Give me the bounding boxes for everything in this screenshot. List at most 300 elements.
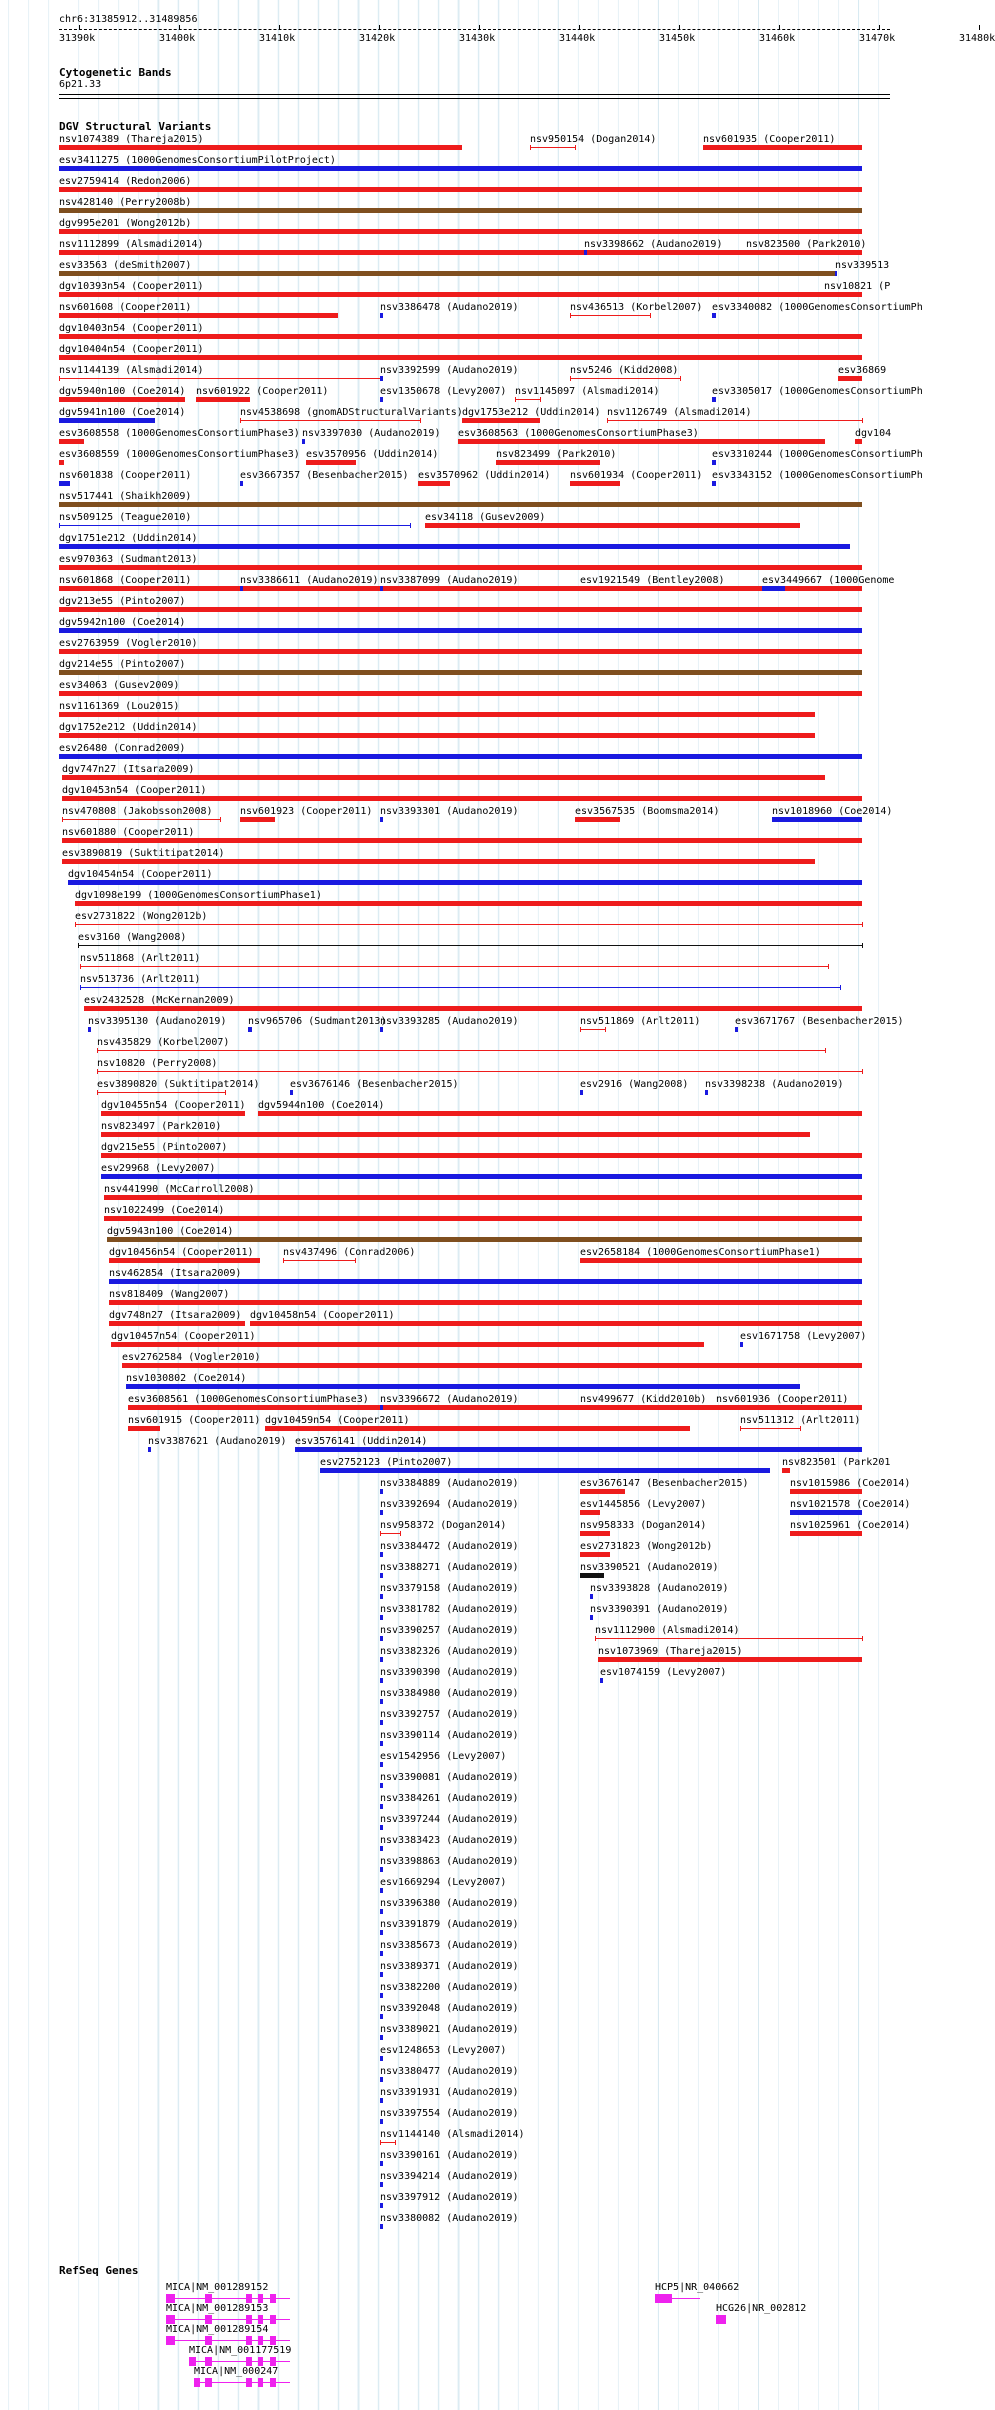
gene-exon[interactable]: [205, 2378, 212, 2387]
gene-exon[interactable]: [258, 2294, 263, 2303]
variant-bar[interactable]: [580, 1552, 610, 1557]
variant-bar[interactable]: [380, 1972, 383, 1977]
gene-exon[interactable]: [205, 2357, 212, 2366]
variant-bar[interactable]: [735, 1027, 738, 1032]
variant-label[interactable]: dgv10459n54 (Cooper2011): [265, 1415, 410, 1426]
variant-label[interactable]: nsv3397244 (Audano2019): [380, 1814, 519, 1825]
variant-label[interactable]: dgv10458n54 (Cooper2011): [250, 1310, 395, 1321]
variant-bar[interactable]: [380, 2224, 383, 2229]
variant-bar[interactable]: [380, 1489, 383, 1494]
variant-bar[interactable]: [97, 1050, 825, 1051]
variant-bar[interactable]: [380, 2203, 383, 2208]
variant-label[interactable]: nsv601838 (Cooper2011): [59, 470, 192, 481]
variant-label[interactable]: dgv1098e199 (1000GenomesConsortiumPhase1): [75, 890, 322, 901]
gene-exon[interactable]: [166, 2294, 175, 2303]
variant-bar[interactable]: [84, 1006, 862, 1011]
variant-bar[interactable]: [580, 586, 606, 591]
variant-label[interactable]: esv2731823 (Wong2012b): [580, 1541, 713, 1552]
variant-label[interactable]: nsv3390257 (Audano2019): [380, 1625, 519, 1636]
gene-exon[interactable]: [205, 2315, 212, 2324]
variant-bar[interactable]: [59, 378, 380, 379]
gene-exon[interactable]: [258, 2357, 263, 2366]
variant-bar[interactable]: [283, 1260, 355, 1261]
variant-bar[interactable]: [575, 817, 620, 822]
variant-bar[interactable]: [97, 1071, 862, 1072]
variant-label[interactable]: nsv3395130 (Audano2019): [88, 1016, 227, 1027]
gene-exon[interactable]: [258, 2315, 263, 2324]
variant-label[interactable]: esv29968 (Levy2007): [101, 1163, 216, 1174]
variant-bar[interactable]: [380, 1657, 383, 1662]
variant-label[interactable]: nsv601868 (Cooper2011): [59, 575, 192, 586]
variant-label[interactable]: nsv3398238 (Audano2019): [705, 1079, 844, 1090]
variant-bar[interactable]: [380, 1888, 383, 1893]
variant-label[interactable]: nsv601923 (Cooper2011): [240, 806, 373, 817]
variant-bar[interactable]: [380, 1804, 383, 1809]
variant-label[interactable]: nsv1144139 (Alsmadi2014): [59, 365, 204, 376]
variant-bar[interactable]: [380, 1762, 383, 1767]
variant-bar[interactable]: [380, 1909, 383, 1914]
variant-label[interactable]: nsv601936 (Cooper2011): [716, 1394, 849, 1405]
variant-bar[interactable]: [109, 1258, 260, 1263]
variant-label[interactable]: esv3676147 (Besenbacher2015): [580, 1478, 749, 1489]
variant-label[interactable]: esv2731822 (Wong2012b): [75, 911, 208, 922]
variant-label[interactable]: nsv958372 (Dogan2014): [380, 1520, 507, 1531]
variant-bar[interactable]: [62, 819, 220, 820]
variant-label[interactable]: nsv3392599 (Audano2019): [380, 365, 519, 376]
variant-bar[interactable]: [590, 1615, 593, 1620]
variant-label[interactable]: esv3570956 (Uddin2014): [306, 449, 439, 460]
variant-bar[interactable]: [600, 1678, 603, 1683]
gene-exon[interactable]: [270, 2357, 276, 2366]
variant-label[interactable]: nsv3384472 (Audano2019): [380, 1541, 519, 1552]
variant-bar[interactable]: [380, 817, 383, 822]
variant-bar[interactable]: [290, 1090, 293, 1095]
variant-label[interactable]: nsv1018960 (Coe2014): [772, 806, 893, 817]
variant-label[interactable]: nsv3380477 (Audano2019): [380, 2066, 519, 2077]
variant-label[interactable]: nsv3393285 (Audano2019): [380, 1016, 519, 1027]
variant-label[interactable]: dgv214e55 (Pinto2007): [59, 659, 186, 670]
variant-bar[interactable]: [380, 2119, 383, 2124]
variant-bar[interactable]: [59, 355, 862, 360]
variant-label[interactable]: esv3310244 (1000GenomesConsortiumPh: [712, 449, 923, 460]
gene-label[interactable]: MICA|NM_001289154: [166, 2324, 269, 2335]
variant-label[interactable]: esv3671767 (Besenbacher2015): [735, 1016, 904, 1027]
gene-exon[interactable]: [246, 2378, 252, 2387]
gene-exon[interactable]: [189, 2357, 196, 2366]
variant-bar[interactable]: [790, 1510, 862, 1515]
variant-bar[interactable]: [380, 1594, 383, 1599]
variant-bar[interactable]: [258, 1111, 862, 1116]
variant-label[interactable]: esv3305017 (1000GenomesConsortiumPh: [712, 386, 923, 397]
variant-label[interactable]: nsv3390390 (Audano2019): [380, 1667, 519, 1678]
variant-bar[interactable]: [59, 754, 862, 759]
variant-bar[interactable]: [59, 670, 862, 675]
variant-bar[interactable]: [107, 1237, 862, 1242]
variant-bar[interactable]: [580, 1531, 610, 1536]
variant-bar[interactable]: [580, 1029, 605, 1030]
variant-label[interactable]: nsv3398863 (Audano2019): [380, 1856, 519, 1867]
variant-bar[interactable]: [248, 1027, 252, 1032]
variant-bar[interactable]: [746, 250, 764, 255]
variant-label[interactable]: nsv1022499 (Coe2014): [104, 1205, 225, 1216]
variant-label[interactable]: esv1445856 (Levy2007): [580, 1499, 707, 1510]
variant-label[interactable]: dgv5941n100 (Coe2014): [59, 407, 186, 418]
variant-bar[interactable]: [109, 1300, 862, 1305]
variant-bar[interactable]: [59, 586, 862, 591]
variant-label[interactable]: nsv511312 (Arlt2011): [740, 1415, 861, 1426]
variant-bar[interactable]: [104, 1195, 862, 1200]
variant-label[interactable]: esv3343152 (1000GenomesConsortiumPh: [712, 470, 923, 481]
variant-bar[interactable]: [59, 397, 185, 402]
variant-label[interactable]: esv3608559 (1000GenomesConsortiumPhase3): [59, 449, 300, 460]
variant-bar[interactable]: [240, 817, 275, 822]
variant-bar[interactable]: [712, 397, 716, 402]
variant-label[interactable]: esv1350678 (Levy2007): [380, 386, 507, 397]
variant-bar[interactable]: [712, 313, 716, 318]
variant-bar[interactable]: [75, 901, 862, 906]
variant-bar[interactable]: [590, 1594, 593, 1599]
variant-label[interactable]: dgv104: [855, 428, 892, 439]
variant-label[interactable]: esv970363 (Sudmant2013): [59, 554, 198, 565]
variant-bar[interactable]: [380, 1720, 383, 1725]
variant-bar[interactable]: [306, 460, 356, 465]
variant-label[interactable]: dgv10393n54 (Cooper2011): [59, 281, 204, 292]
variant-label[interactable]: nsv517441 (Shaikh2009): [59, 491, 192, 502]
variant-label[interactable]: esv3608563 (1000GenomesConsortiumPhase3): [458, 428, 699, 439]
variant-bar[interactable]: [59, 271, 835, 276]
variant-bar[interactable]: [762, 586, 785, 591]
variant-bar[interactable]: [59, 292, 862, 297]
variant-label[interactable]: nsv3390161 (Audano2019): [380, 2150, 519, 2161]
variant-bar[interactable]: [97, 1092, 225, 1093]
variant-label[interactable]: nsv435829 (Korbel2007): [97, 1037, 230, 1048]
variant-bar[interactable]: [380, 1678, 383, 1683]
variant-bar[interactable]: [59, 334, 862, 339]
variant-label[interactable]: nsv3390114 (Audano2019): [380, 1730, 519, 1741]
variant-label[interactable]: nsv1025961 (Coe2014): [790, 1520, 911, 1531]
variant-bar[interactable]: [703, 145, 862, 150]
variant-label[interactable]: nsv958333 (Dogan2014): [580, 1520, 707, 1531]
variant-bar[interactable]: [380, 2035, 383, 2040]
variant-label[interactable]: esv1074159 (Levy2007): [600, 1667, 727, 1678]
gene-exon[interactable]: [246, 2357, 252, 2366]
variant-bar[interactable]: [62, 775, 825, 780]
gene-exon[interactable]: [270, 2294, 276, 2303]
variant-label[interactable]: nsv1126749 (Alsmadi2014): [607, 407, 752, 418]
variant-label[interactable]: nsv3396672 (Audano2019): [380, 1394, 519, 1405]
variant-label[interactable]: nsv10820 (Perry2008): [97, 1058, 218, 1069]
variant-label[interactable]: nsv10821 (P: [824, 281, 891, 292]
variant-bar[interactable]: [59, 166, 862, 171]
variant-label[interactable]: esv34063 (Gusev2009): [59, 680, 180, 691]
variant-label[interactable]: nsv1112899 (Alsmadi2014): [59, 239, 204, 250]
variant-label[interactable]: nsv823501 (Park201: [782, 1457, 891, 1468]
variant-bar[interactable]: [595, 1638, 862, 1639]
variant-bar[interactable]: [380, 1783, 383, 1788]
variant-bar[interactable]: [580, 1405, 625, 1410]
variant-label[interactable]: nsv601935 (Cooper2011): [703, 134, 836, 145]
variant-label[interactable]: nsv462854 (Itsara2009): [109, 1268, 242, 1279]
variant-bar[interactable]: [380, 2077, 383, 2082]
variant-label[interactable]: nsv511869 (Arlt2011): [580, 1016, 701, 1027]
gene-exon[interactable]: [258, 2336, 263, 2345]
variant-bar[interactable]: [598, 1657, 862, 1662]
variant-label[interactable]: nsv339513: [835, 260, 890, 271]
gene-label[interactable]: MICA|NM_001289152: [166, 2282, 269, 2293]
variant-bar[interactable]: [302, 439, 305, 444]
gene-exon[interactable]: [716, 2315, 726, 2324]
variant-label[interactable]: dgv10454n54 (Cooper2011): [68, 869, 213, 880]
gene-exon[interactable]: [246, 2294, 252, 2303]
variant-bar[interactable]: [62, 859, 815, 864]
variant-label[interactable]: esv3340082 (1000GenomesConsortiumPh: [712, 302, 923, 313]
variant-bar[interactable]: [59, 481, 70, 486]
variant-label[interactable]: nsv3385673 (Audano2019): [380, 1940, 519, 1951]
variant-bar[interactable]: [380, 1951, 383, 1956]
variant-bar[interactable]: [425, 523, 800, 528]
variant-label[interactable]: dgv10404n54 (Cooper2011): [59, 344, 204, 355]
variant-bar[interactable]: [380, 1405, 383, 1410]
variant-label[interactable]: nsv470808 (Jakobsson2008): [62, 806, 213, 817]
variant-bar[interactable]: [580, 1090, 583, 1095]
variant-label[interactable]: nsv3387099 (Audano2019): [380, 575, 519, 586]
variant-label[interactable]: dgv5944n100 (Coe2014): [258, 1100, 385, 1111]
gene-exon[interactable]: [270, 2336, 276, 2345]
variant-label[interactable]: esv2763959 (Vogler2010): [59, 638, 198, 649]
variant-bar[interactable]: [380, 1027, 383, 1032]
variant-bar[interactable]: [705, 1090, 708, 1095]
variant-label[interactable]: nsv3386611 (Audano2019): [240, 575, 379, 586]
variant-bar[interactable]: [496, 460, 600, 465]
variant-label[interactable]: nsv511868 (Arlt2011): [80, 953, 201, 964]
variant-label[interactable]: esv2916 (Wang2008): [580, 1079, 689, 1090]
variant-bar[interactable]: [250, 1321, 862, 1326]
variant-bar[interactable]: [59, 628, 862, 633]
variant-bar[interactable]: [62, 796, 862, 801]
variant-label[interactable]: esv3890819 (Suktitipat2014): [62, 848, 225, 859]
variant-label[interactable]: nsv3386478 (Audano2019): [380, 302, 519, 313]
variant-bar[interactable]: [59, 649, 862, 654]
variant-bar[interactable]: [380, 1510, 383, 1515]
variant-label[interactable]: dgv10453n54 (Cooper2011): [62, 785, 207, 796]
variant-bar[interactable]: [380, 1636, 383, 1641]
variant-bar[interactable]: [59, 439, 84, 444]
variant-bar[interactable]: [772, 817, 862, 822]
variant-label[interactable]: nsv428140 (Perry2008b): [59, 197, 192, 208]
variant-bar[interactable]: [580, 1258, 862, 1263]
gene-exon[interactable]: [655, 2294, 672, 2303]
variant-label[interactable]: nsv3396380 (Audano2019): [380, 1898, 519, 1909]
variant-label[interactable]: nsv3393828 (Audano2019): [590, 1583, 729, 1594]
variant-bar[interactable]: [59, 460, 64, 465]
variant-bar[interactable]: [580, 1510, 600, 1515]
variant-bar[interactable]: [59, 712, 815, 717]
variant-label[interactable]: dgv213e55 (Pinto2007): [59, 596, 186, 607]
variant-bar[interactable]: [240, 420, 420, 421]
variant-bar[interactable]: [80, 987, 840, 988]
variant-label[interactable]: nsv823500 (Park2010): [746, 239, 867, 250]
variant-bar[interactable]: [530, 147, 575, 148]
variant-bar[interactable]: [59, 145, 462, 150]
gene-exon[interactable]: [166, 2315, 175, 2324]
gene-exon[interactable]: [205, 2336, 212, 2345]
gene-exon[interactable]: [166, 2336, 175, 2345]
variant-label[interactable]: esv36869: [838, 365, 887, 376]
variant-bar[interactable]: [584, 250, 587, 255]
variant-bar[interactable]: [458, 439, 825, 444]
variant-bar[interactable]: [101, 1132, 810, 1137]
variant-label[interactable]: esv3608561 (1000GenomesConsortiumPhase3): [128, 1394, 369, 1405]
variant-label[interactable]: esv3608558 (1000GenomesConsortiumPhase3): [59, 428, 300, 439]
gene-exon[interactable]: [246, 2336, 252, 2345]
gene-exon[interactable]: [194, 2378, 200, 2387]
variant-label[interactable]: esv2762584 (Vogler2010): [122, 1352, 261, 1363]
gene-exon[interactable]: [205, 2294, 212, 2303]
variant-label[interactable]: nsv3384889 (Audano2019): [380, 1478, 519, 1489]
variant-bar[interactable]: [380, 397, 383, 402]
variant-label[interactable]: esv2658184 (1000GenomesConsortiumPhase1): [580, 1247, 821, 1258]
variant-bar[interactable]: [148, 1447, 151, 1452]
variant-label[interactable]: nsv1073969 (Thareja2015): [598, 1646, 743, 1657]
variant-bar[interactable]: [104, 1216, 862, 1221]
variant-label[interactable]: nsv1161369 (Lou2015): [59, 701, 180, 712]
variant-label[interactable]: nsv3384980 (Audano2019): [380, 1688, 519, 1699]
variant-label[interactable]: esv3449667 (1000Genome: [762, 575, 895, 586]
variant-bar[interactable]: [380, 2182, 383, 2187]
variant-bar[interactable]: [380, 1741, 383, 1746]
variant-label[interactable]: nsv1144140 (Alsmadi2014): [380, 2129, 525, 2140]
variant-bar[interactable]: [88, 1027, 91, 1032]
variant-label[interactable]: esv33563 (deSmith2007): [59, 260, 192, 271]
variant-label[interactable]: nsv3382200 (Audano2019): [380, 1982, 519, 1993]
variant-bar[interactable]: [59, 565, 862, 570]
variant-bar[interactable]: [126, 1384, 800, 1389]
variant-bar[interactable]: [607, 420, 862, 421]
variant-label[interactable]: nsv601922 (Cooper2011): [196, 386, 329, 397]
variant-label[interactable]: dgv1752e212 (Uddin2014): [59, 722, 198, 733]
variant-label[interactable]: dgv747n27 (Itsara2009): [62, 764, 195, 775]
variant-label[interactable]: nsv601915 (Cooper2011): [128, 1415, 261, 1426]
variant-bar[interactable]: [380, 2142, 395, 2143]
variant-bar[interactable]: [196, 397, 250, 402]
variant-label[interactable]: esv3567535 (Boomsma2014): [575, 806, 720, 817]
variant-label[interactable]: nsv1030802 (Coe2014): [126, 1373, 247, 1384]
variant-label[interactable]: dgv5940n100 (Coe2014): [59, 386, 186, 397]
variant-bar[interactable]: [835, 271, 837, 276]
variant-bar[interactable]: [740, 1428, 800, 1429]
variant-bar[interactable]: [712, 460, 716, 465]
variant-label[interactable]: esv3667357 (Besenbacher2015): [240, 470, 409, 481]
variant-label[interactable]: nsv1021578 (Coe2014): [790, 1499, 911, 1510]
variant-label[interactable]: nsv441990 (McCarroll2008): [104, 1184, 255, 1195]
variant-label[interactable]: nsv601608 (Cooper2011): [59, 302, 192, 313]
variant-label[interactable]: nsv3384261 (Audano2019): [380, 1793, 519, 1804]
variant-bar[interactable]: [790, 1489, 862, 1494]
variant-label[interactable]: dgv215e55 (Pinto2007): [101, 1142, 228, 1153]
variant-bar[interactable]: [380, 1993, 383, 1998]
variant-label[interactable]: nsv1112900 (Alsmadi2014): [595, 1625, 740, 1636]
variant-bar[interactable]: [380, 586, 383, 591]
variant-label[interactable]: nsv1145097 (Alsmadi2014): [515, 386, 660, 397]
variant-label[interactable]: esv2759414 (Redon2006): [59, 176, 192, 187]
gene-label[interactable]: HCG26|NR_002812: [716, 2303, 807, 2314]
variant-bar[interactable]: [380, 1615, 383, 1620]
variant-bar[interactable]: [295, 1447, 862, 1452]
gene-label[interactable]: MICA|NM_001177519: [189, 2345, 292, 2356]
variant-label[interactable]: nsv3392048 (Audano2019): [380, 2003, 519, 2014]
variant-bar[interactable]: [59, 208, 862, 213]
variant-label[interactable]: nsv3390081 (Audano2019): [380, 1772, 519, 1783]
variant-bar[interactable]: [122, 1363, 862, 1368]
variant-bar[interactable]: [418, 481, 450, 486]
variant-bar[interactable]: [59, 733, 815, 738]
variant-label[interactable]: dgv10403n54 (Cooper2011): [59, 323, 204, 334]
variant-bar[interactable]: [111, 1342, 704, 1347]
variant-label[interactable]: nsv509125 (Teague2010): [59, 512, 192, 523]
variant-bar[interactable]: [740, 1342, 743, 1347]
variant-bar[interactable]: [782, 1468, 790, 1473]
variant-label[interactable]: nsv1074389 (Thareja2015): [59, 134, 204, 145]
variant-label[interactable]: esv3890820 (Suktitipat2014): [97, 1079, 260, 1090]
variant-label[interactable]: nsv3382326 (Audano2019): [380, 1646, 519, 1657]
variant-label[interactable]: esv3676146 (Besenbacher2015): [290, 1079, 459, 1090]
variant-bar[interactable]: [320, 1468, 770, 1473]
variant-label[interactable]: nsv3393301 (Audano2019): [380, 806, 519, 817]
variant-label[interactable]: nsv823499 (Park2010): [496, 449, 617, 460]
gene-exon[interactable]: [246, 2315, 252, 2324]
variant-bar[interactable]: [59, 418, 155, 423]
variant-bar[interactable]: [240, 586, 243, 591]
variant-label[interactable]: nsv3398662 (Audano2019): [584, 239, 723, 250]
variant-bar[interactable]: [838, 376, 862, 381]
variant-label[interactable]: dgv995e201 (Wong2012b): [59, 218, 192, 229]
variant-bar[interactable]: [515, 399, 540, 400]
variant-label[interactable]: esv3160 (Wang2008): [78, 932, 187, 943]
gene-label[interactable]: MICA|NM_000247: [194, 2366, 279, 2377]
variant-label[interactable]: nsv3392694 (Audano2019): [380, 1499, 519, 1510]
variant-bar[interactable]: [570, 315, 650, 316]
variant-bar[interactable]: [101, 1174, 862, 1179]
variant-label[interactable]: nsv601934 (Cooper2011): [570, 470, 703, 481]
variant-label[interactable]: esv1542956 (Levy2007): [380, 1751, 507, 1762]
gene-label[interactable]: MICA|NM_001289153: [166, 2303, 269, 2314]
variant-label[interactable]: esv1921549 (Bentley2008): [580, 575, 725, 586]
variant-bar[interactable]: [109, 1321, 245, 1326]
variant-bar[interactable]: [80, 966, 828, 967]
variant-label[interactable]: dgv1753e212 (Uddin2014): [462, 407, 601, 418]
variant-bar[interactable]: [78, 945, 862, 946]
variant-label[interactable]: nsv3390391 (Audano2019): [590, 1604, 729, 1615]
variant-label[interactable]: nsv3391879 (Audano2019): [380, 1919, 519, 1930]
variant-bar[interactable]: [59, 502, 862, 507]
variant-label[interactable]: dgv5942n100 (Coe2014): [59, 617, 186, 628]
variant-label[interactable]: nsv513736 (Arlt2011): [80, 974, 201, 985]
variant-label[interactable]: nsv3397554 (Audano2019): [380, 2108, 519, 2119]
variant-label[interactable]: esv3570962 (Uddin2014): [418, 470, 551, 481]
variant-bar[interactable]: [380, 1930, 383, 1935]
variant-bar[interactable]: [380, 1699, 383, 1704]
variant-label[interactable]: esv34118 (Gusev2009): [425, 512, 546, 523]
variant-bar[interactable]: [59, 544, 850, 549]
variant-label[interactable]: nsv1015986 (Coe2014): [790, 1478, 911, 1489]
variant-label[interactable]: nsv3397030 (Audano2019): [302, 428, 441, 439]
gene-exon[interactable]: [258, 2378, 263, 2387]
variant-label[interactable]: dgv1751e212 (Uddin2014): [59, 533, 198, 544]
variant-bar[interactable]: [380, 2098, 383, 2103]
variant-bar[interactable]: [855, 439, 862, 444]
variant-label[interactable]: esv26480 (Conrad2009): [59, 743, 186, 754]
variant-bar[interactable]: [128, 1426, 160, 1431]
